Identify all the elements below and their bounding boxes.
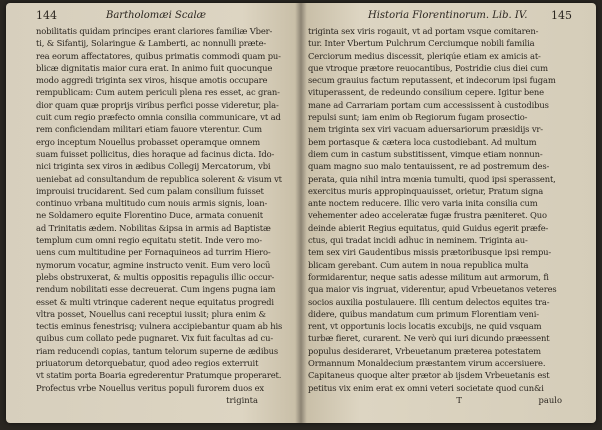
text-line: vltra posset, Nouellus cani receptui iussit; plura enim & — [36, 308, 266, 319]
right-catchword: paulo — [538, 394, 562, 405]
left-page-text — [36, 25, 288, 394]
text-line: cuit cum regio præfecto omnia consilia communicare, vt ad — [36, 112, 281, 123]
text-line: nem triginta sex viri vacuam aduersariorum præsidijs vr- — [308, 124, 543, 135]
text-line: que vtroque prætore reuocantibus, Postridie cius diei cum — [308, 62, 548, 73]
text-line: rent, vt opportunis locis locatis excubijs, ne quid vsquam — [308, 321, 542, 332]
text-line: ueniebat ad consultandum de republica solerent & visum vt — [36, 173, 282, 184]
text-line: formidarentur, neque satis adesse militum aut armorum, fi — [308, 271, 549, 282]
signature-mark: T — [456, 394, 462, 405]
text-line: turbæ fieret, curarent. Ne verò qui iuri dicundo præessent — [308, 333, 550, 344]
text-line: socios auxilia postulauere. Illi centum delectos equites tra- — [308, 296, 550, 307]
left-running-head: Bartholomæi Scalæ — [106, 10, 207, 21]
text-line: didere, quibus mandatum cum primum Florentiam veni- — [308, 308, 539, 319]
text-line: ad Trinitatis ædem. Nobilitas &ipsa in armis ad Baptistæ — [36, 222, 271, 233]
text-line: continuo vrbana multitudo cum nouis armis signis, loan- — [36, 198, 268, 209]
text-line: repulsi sunt; iam enim ob Regiorum fugam prosectio- — [308, 112, 528, 123]
text-line: rendum nobilitati esse decreuerat. Cum ingens pugna iam — [36, 284, 276, 295]
text-line: bem portasque & cætera loca custodiebant. Ad multum — [308, 136, 537, 147]
text-line: perata, quia nihil intra mœnia tumulti, quod ipsi sperassent, — [308, 173, 556, 184]
text-line: ante noctem reducere. Illic vero varia inita consilia cum — [308, 198, 538, 209]
text-line: nobilitatis quidam principes erant clariores familiæ Vber- — [36, 26, 273, 36]
text-line: quam magno suo malo tentauissent, re ad postremum des- — [308, 161, 550, 172]
text-line: blicæ dignitatis maior cura erat. In animo fuit quocunque — [36, 62, 273, 73]
text-line: ergo inceptum Nouellus probasset operamque omnem — [36, 136, 260, 147]
right-page — [308, 9, 572, 419]
text-line: mane ad Carrariam portam cum accessissent à custodibus — [308, 99, 549, 110]
text-line: nymorum vocatur, agmine instructo venit. Eum vero locū — [36, 259, 271, 270]
left-page — [36, 9, 288, 419]
left-page-header — [36, 9, 288, 23]
text-line: dior quam quæ proprijs viribus perfici posse videretur, pla- — [36, 99, 279, 110]
left-page-number: 144 — [36, 9, 57, 22]
text-line: ti, & Sifantij, Solaringue & Lamberti, ac nonnulli præte- — [36, 38, 267, 49]
text-line: rem conficiendam militari etiam fauore vterentur. Cum — [36, 124, 262, 135]
text-line: modo aggredi triginta sex viros, hisque amotis occupare — [36, 75, 268, 86]
text-line: ne Soldamero equite Florentino Duce, armata conuenit — [36, 210, 263, 221]
text-line: rea eorum affectatores, quibus primatis commodi quam pu- — [36, 50, 281, 61]
right-running-head: Historia Florentinorum. Lib. IV. — [368, 10, 528, 21]
text-line: improuisi trucidarent. Sed cum palam consilium fuisset — [36, 185, 264, 196]
text-line: deinde abierit Regius equitatus, quid Guidus egerit præfe- — [308, 222, 549, 233]
text-line: secum grauius factum reputassent, et indecorum ipsi fugam — [308, 75, 556, 86]
text-line: Cerciorum medius discessit, pleriqúe etiam ex amicis at- — [308, 50, 541, 61]
text-line: qua maior vis ingruat, viderentur, apud Vrbeuetanos veteres — [308, 284, 557, 295]
left-catchword: triginta — [226, 394, 258, 405]
text-line: exercitus muris appropinquauisset, orietur, Pratum signa — [308, 185, 544, 196]
text-line: riam reducendi copias, tantum telorum superne de ædibus — [36, 345, 279, 356]
book-spread — [6, 3, 596, 423]
left-catchword-line — [36, 394, 288, 406]
text-line: vt statim porta Boaria egrederentur Pratumque properaret. — [36, 370, 282, 381]
text-line: plebs obstruxerat, & multis oppositis repagulis illic occur- — [36, 271, 275, 282]
text-line: quibus cum collato pede pugnaret. Vix fuit facultas ad cu- — [36, 333, 274, 344]
text-line: tur. Inter Vbertum Pulchrum Cerciumque nobili familia — [308, 38, 535, 49]
text-line: nici triginta sex viros in ædibus Collegij Mercatorum, vbi — [36, 161, 271, 172]
text-line: uens cum multitudine per Fornaquineos ad turrim Hiero- — [36, 247, 271, 258]
right-page-number: 145 — [551, 9, 572, 22]
text-line: priuatorum detorquebatur, quod adeo regios exterruit — [36, 358, 259, 369]
right-page-text — [308, 25, 572, 394]
text-line: templum cum omni regio equitatu stetit. Inde vero mo- — [36, 235, 262, 246]
text-line: vehementer adeo acceleratæ fugæ frustra pæniteret. Quo — [308, 210, 547, 221]
text-line: rempublicam: Cum autem periculi plena res esset, ac gran- — [36, 87, 280, 98]
text-line: ctus, qui tradat incidi adhuc in neminem. Triginta au- — [308, 235, 528, 246]
text-line: Ormannum Monaldecium præstantem virum accersiuere. — [308, 358, 546, 369]
text-line: diem cum in castum substitissent, vimque etiam nonnun- — [308, 148, 543, 159]
text-line: tectis eminus fenestrisq; vulnera accipiebantur quam ab his — [36, 321, 283, 332]
right-catchword-line — [308, 394, 572, 406]
text-line: blicam gerebant. Cum autem in noua republica multa — [308, 259, 529, 270]
text-line: Capitaneus quoque alter prætor ab ijsdem Vrbeuetanis est — [308, 370, 550, 381]
text-line: suam fuisset pollicitus, dies horaque ad facinus dicta. Ido- — [36, 148, 275, 159]
text-line: tem sex viri Gaudentibus missis prætoribusque ipsi rempu- — [308, 247, 552, 258]
text-line: triginta sex viris rogauit, vt ad portam vsque comitaren- — [308, 26, 539, 36]
text-line: populus desideraret, Vrbeuetanum præterea potestatem — [308, 345, 541, 356]
text-line: Profectus vrbe Nouellus veritus populi furorem duos ex — [36, 382, 264, 393]
right-page-header — [308, 9, 572, 23]
text-line: petitus vix enim erat ex omni veteri societate quod cun&i — [308, 382, 544, 393]
text-line: vituperassent, de redeundo consilium cepere. Igitur bene — [308, 87, 544, 98]
text-line: esset & multi vtrinque caderent neque equitatus progredi — [36, 296, 274, 307]
